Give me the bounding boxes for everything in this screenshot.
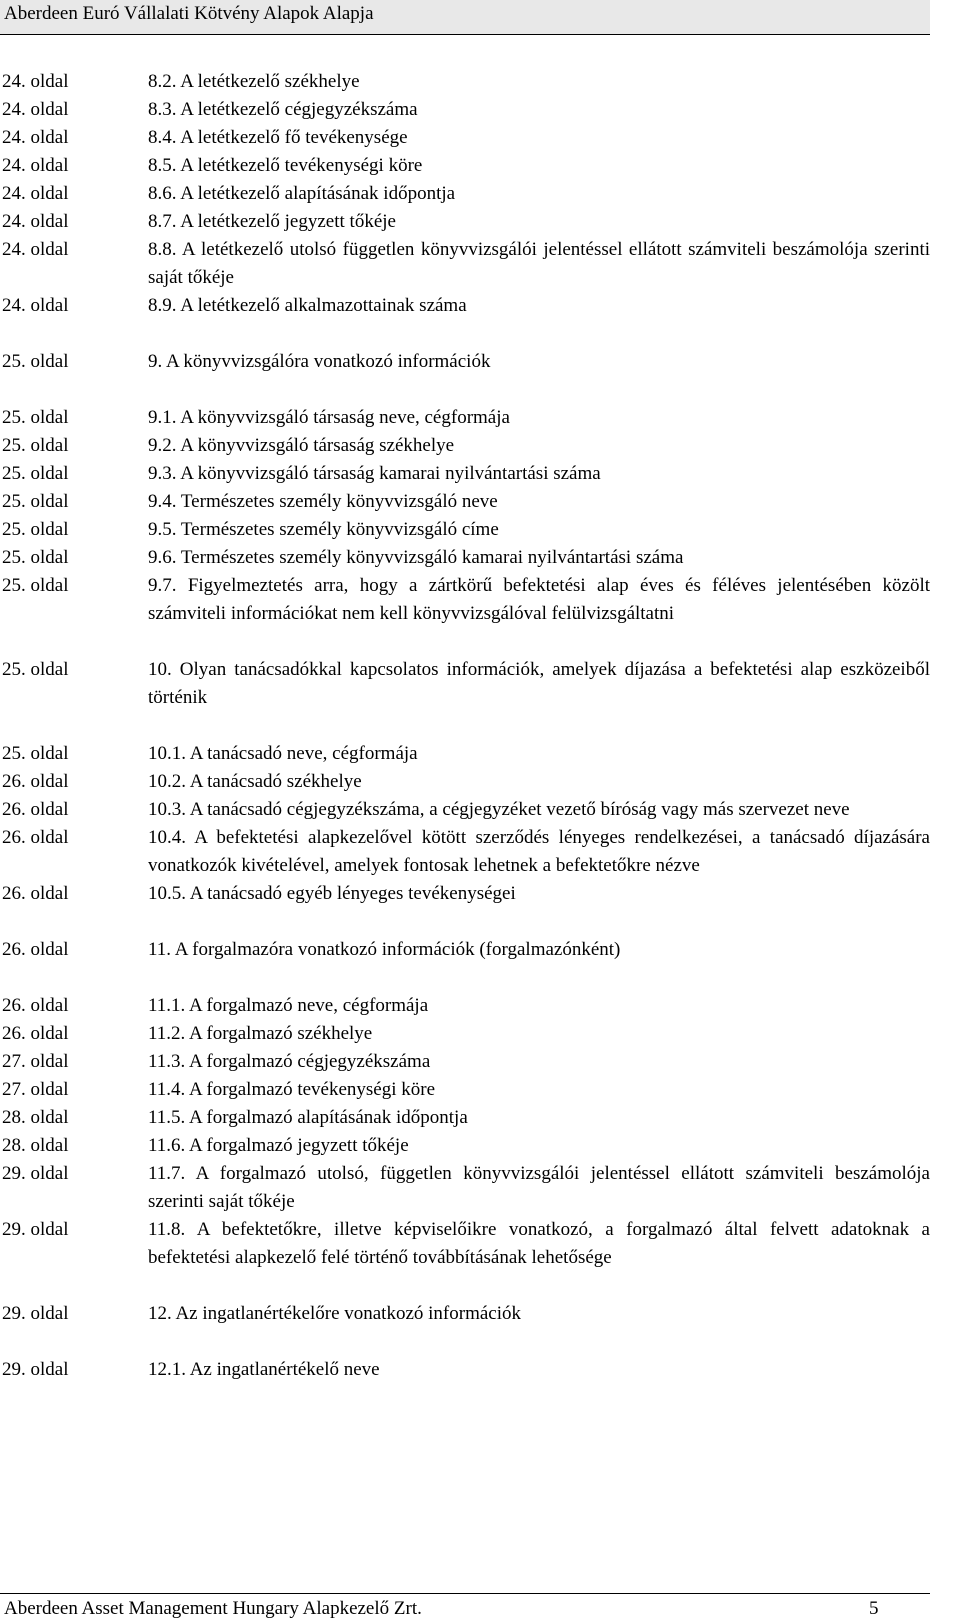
toc-entry	[2, 208, 930, 236]
toc-page-ref: 25. oldal	[2, 547, 69, 568]
toc-title: 9.4. Természetes személy könyvvizsgáló neve	[148, 491, 498, 512]
toc-entry	[2, 544, 930, 572]
toc-page-ref: 26. oldal	[2, 827, 69, 848]
page-number: 5	[869, 1598, 879, 1619]
toc-page-ref: 25. oldal	[2, 351, 69, 372]
toc-title: 8.3. A letétkezelő cégjegyzékszáma	[148, 99, 418, 120]
toc-title: 8.7. A letétkezelő jegyzett tőkéje	[148, 211, 396, 232]
toc-title: 11.7. A forgalmazó utolsó, független könyvvizsgálói jelentéssel ellátott számviteli beszámolója szerinti saját tőkéje	[148, 1163, 930, 1212]
toc-page-ref: 24. oldal	[2, 211, 69, 232]
toc-title: 9.2. A könyvvizsgáló társaság székhelye	[148, 435, 455, 456]
toc-page-ref: 24. oldal	[2, 127, 69, 148]
toc-title: 12.1. Az ingatlanértékelő neve	[148, 1359, 380, 1380]
toc-entry	[2, 1160, 930, 1216]
page-footer	[0, 1593, 930, 1619]
toc-title: 8.4. A letétkezelő fő tevékenysége	[148, 127, 408, 148]
toc-page-ref: 25. oldal	[2, 491, 69, 512]
toc-page-ref: 24. oldal	[2, 155, 69, 176]
toc-title: 11.3. A forgalmazó cégjegyzékszáma	[148, 1051, 431, 1072]
toc-entry	[2, 1216, 930, 1272]
toc-title: 8.8. A letétkezelő utolsó független könyvvizsgálói jelentéssel ellátott számviteli beszámolója szerinti saját tőkéje	[148, 239, 930, 288]
toc-page-ref: 24. oldal	[2, 71, 69, 92]
spacer	[2, 1272, 930, 1300]
spacer	[2, 964, 930, 992]
toc-title: 11.5. A forgalmazó alapításának időpontja	[148, 1107, 468, 1128]
toc-title: 11.6. A forgalmazó jegyzett tőkéje	[148, 1135, 409, 1156]
toc-page-ref: 26. oldal	[2, 939, 69, 960]
toc-title: 10.3. A tanácsadó cégjegyzékszáma, a cégjegyzéket vezető bíróság vagy más szervezet neve	[148, 799, 850, 820]
toc-entry	[2, 936, 930, 964]
toc-entry	[2, 796, 930, 824]
toc-entry	[2, 572, 930, 628]
toc-entry	[2, 96, 930, 124]
toc-page-ref: 25. oldal	[2, 575, 69, 596]
toc-entry	[2, 292, 930, 320]
toc-title: 9. A könyvvizsgálóra vonatkozó információk	[148, 351, 491, 372]
spacer	[2, 320, 930, 348]
toc-page-ref: 26. oldal	[2, 883, 69, 904]
toc-title: 10. Olyan tanácsadókkal kapcsolatos információk, amelyek díjazása a befektetési alap eszközeiből történik	[148, 659, 930, 708]
toc-entry	[2, 180, 930, 208]
toc-entry	[2, 1048, 930, 1076]
toc-entry	[2, 768, 930, 796]
page-header	[0, 0, 930, 35]
table-of-contents	[2, 68, 930, 1384]
spacer	[2, 712, 930, 740]
toc-page-ref: 26. oldal	[2, 995, 69, 1016]
toc-title: 10.1. A tanácsadó neve, cégformája	[148, 743, 418, 764]
toc-title: 11. A forgalmazóra vonatkozó információk (forgalmazónként)	[148, 939, 621, 960]
toc-entry	[2, 348, 930, 376]
toc-page-ref: 29. oldal	[2, 1303, 69, 1324]
toc-page-ref: 24. oldal	[2, 295, 69, 316]
toc-title: 8.5. A letétkezelő tevékenységi köre	[148, 155, 423, 176]
footer-company: Aberdeen Asset Management Hungary Alapkezelő Zrt.	[4, 1598, 422, 1619]
toc-title: 8.9. A letétkezelő alkalmazottainak száma	[148, 295, 467, 316]
toc-title: 9.3. A könyvvizsgáló társaság kamarai nyilvántartási száma	[148, 463, 601, 484]
toc-title: 11.2. A forgalmazó székhelye	[148, 1023, 373, 1044]
toc-entry	[2, 236, 930, 292]
toc-title: 10.2. A tanácsadó székhelye	[148, 771, 362, 792]
toc-page-ref: 28. oldal	[2, 1107, 69, 1128]
toc-title: 11.8. A befektetőkre, illetve képviselőikre vonatkozó, a forgalmazó által felvett adatoknak a befektetési alapkezelő felé történő továbbításának lehetősége	[148, 1219, 930, 1268]
toc-entry	[2, 992, 930, 1020]
toc-page-ref: 26. oldal	[2, 771, 69, 792]
toc-entry	[2, 1076, 930, 1104]
toc-title: 9.7. Figyelmeztetés arra, hogy a zártkörű befektetési alap éves és féléves jelentésében közölt számviteli információkat nem kell könyvvizsgálóval felülvizsgáltatni	[148, 575, 930, 624]
toc-entry	[2, 824, 930, 880]
toc-page-ref: 25. oldal	[2, 659, 69, 680]
toc-page-ref: 27. oldal	[2, 1051, 69, 1072]
toc-page-ref: 27. oldal	[2, 1079, 69, 1100]
toc-page-ref: 29. oldal	[2, 1219, 69, 1240]
toc-page-ref: 26. oldal	[2, 799, 69, 820]
toc-title: 10.4. A befektetési alapkezelővel kötött szerződés lényeges rendelkezései, a tanácsadó díjazására vonatkozók kivételével, amelyek fontosak lehetnek a befektetőkre nézve	[148, 827, 930, 876]
toc-page-ref: 25. oldal	[2, 435, 69, 456]
document-title: Aberdeen Euró Vállalati Kötvény Alapok Alapja	[4, 3, 374, 24]
toc-title: 9.5. Természetes személy könyvvizsgáló címe	[148, 519, 499, 540]
toc-page-ref: 25. oldal	[2, 743, 69, 764]
toc-title: 9.6. Természetes személy könyvvizsgáló kamarai nyilvántartási száma	[148, 547, 684, 568]
toc-entry	[2, 152, 930, 180]
toc-page-ref: 26. oldal	[2, 1023, 69, 1044]
toc-title: 8.2. A letétkezelő székhelye	[148, 71, 360, 92]
toc-entry	[2, 740, 930, 768]
toc-page-ref: 24. oldal	[2, 239, 69, 260]
toc-entry	[2, 488, 930, 516]
toc-entry	[2, 432, 930, 460]
toc-entry	[2, 404, 930, 432]
toc-entry	[2, 68, 930, 96]
toc-entry	[2, 1300, 930, 1328]
spacer	[2, 908, 930, 936]
toc-page-ref: 29. oldal	[2, 1163, 69, 1184]
toc-title: 8.6. A letétkezelő alapításának időpontja	[148, 183, 456, 204]
toc-title: 10.5. A tanácsadó egyéb lényeges tevékenységei	[148, 883, 516, 904]
toc-entry	[2, 1020, 930, 1048]
toc-entry	[2, 880, 930, 908]
toc-entry	[2, 656, 930, 712]
toc-entry	[2, 516, 930, 544]
spacer	[2, 628, 930, 656]
toc-entry	[2, 460, 930, 488]
spacer	[2, 1328, 930, 1356]
spacer	[2, 376, 930, 404]
toc-title: 11.1. A forgalmazó neve, cégformája	[148, 995, 429, 1016]
toc-page-ref: 25. oldal	[2, 407, 69, 428]
toc-title: 12. Az ingatlanértékelőre vonatkozó információk	[148, 1303, 522, 1324]
toc-title: 11.4. A forgalmazó tevékenységi köre	[148, 1079, 436, 1100]
toc-entry	[2, 1104, 930, 1132]
toc-page-ref: 24. oldal	[2, 183, 69, 204]
toc-page-ref: 28. oldal	[2, 1135, 69, 1156]
toc-page-ref: 25. oldal	[2, 519, 69, 540]
toc-page-ref: 24. oldal	[2, 99, 69, 120]
toc-entry	[2, 124, 930, 152]
toc-page-ref: 29. oldal	[2, 1359, 69, 1380]
toc-page-ref: 25. oldal	[2, 463, 69, 484]
toc-title: 9.1. A könyvvizsgáló társaság neve, cégformája	[148, 407, 510, 428]
toc-entry	[2, 1132, 930, 1160]
toc-entry	[2, 1356, 930, 1384]
